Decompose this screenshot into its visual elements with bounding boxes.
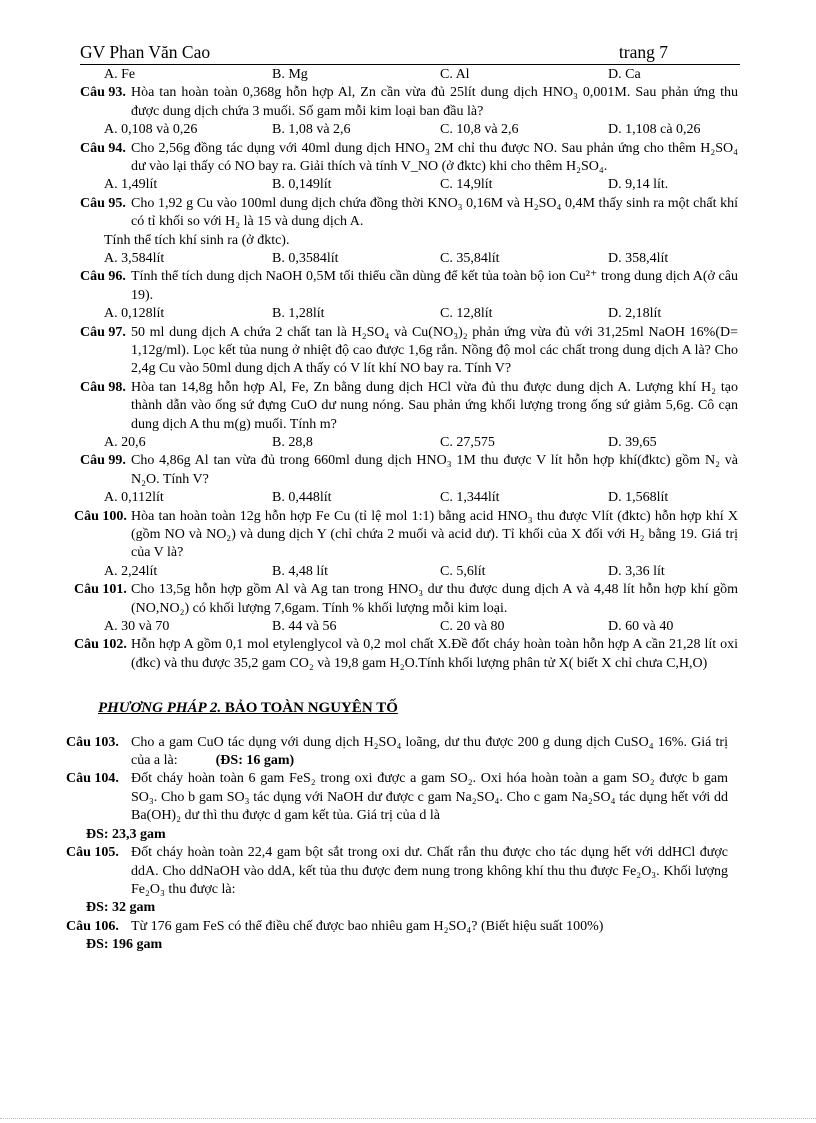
option-d: D. 1,108 cà 0,26 [608, 122, 701, 138]
answer-options [0, 434, 816, 452]
question-number: Câu 102. [74, 637, 127, 653]
page-number: trang 7 [618, 42, 668, 62]
author-name: GV Phan Văn Cao [80, 42, 211, 62]
question-text: Hòa tan hoàn toàn 12g hỗn hợp Fe Cu (tỉ lệ mol 1:1) bằng acid HNO₃ thu được Vlít (đktc) hỗn hợp khí X (gồm NO và NO₂) và dung dịch Y (chỉ chứa 2 muối và acid dư). Tỉ khối của X đối với H₂ bằng 19. Giá trị của V là? [131, 508, 738, 561]
question-text [131, 844, 728, 899]
answer-options [0, 305, 816, 323]
question-block [0, 268, 816, 305]
option-a: A. 2,24lít [104, 563, 158, 579]
question-text: Cho 2,56g đồng tác dụng với 40ml dung dịch HNO₃ 2M chỉ thu được NO. Sau phản ứng cho thêm H₂SO₄ dư vào lại thấy có NO bay ra. Giải thích và tính V_NO (ở đktc) khi cho thêm H₂SO₄. [131, 140, 738, 174]
option-c: C. Al [440, 67, 470, 82]
answer-inline: (ĐS: 16 gam) [215, 753, 295, 769]
question-number: Câu 98. [80, 379, 126, 395]
section-question-list [0, 734, 816, 955]
option-b: B. 0,3584lít [272, 251, 339, 267]
question-block [0, 636, 816, 673]
option-b: B. Mg [272, 67, 308, 82]
option-d: D. 3,36 lít [608, 563, 665, 579]
question-body: Đốt cháy hoàn toàn 22,4 gam bột sắt trong oxi dư. Chất rắn thu được cho tác dụng hết với ddHCl được ddA. Cho ddNaOH vào ddA, kết tủa thu được đem nung trong không khí thu thu được Fe₂O₃. Khối lượng Fe₂O₃ thu được là: [131, 845, 728, 897]
option-b: B. 4,48 lít [272, 563, 329, 579]
question-number: Câu 96. [80, 269, 126, 285]
answer-options [0, 176, 816, 194]
question-block [0, 140, 816, 177]
answer-line: ĐS: 32 gam [86, 900, 156, 916]
option-a: A. 3,584lít [104, 251, 165, 267]
option-c: C. 35,84lít [440, 251, 500, 267]
option-a: A. 0,108 và 0,26 [104, 122, 198, 138]
option-a: A. 30 và 70 [104, 619, 170, 635]
question-text: Hòa tan hoàn toàn 0,368g hỗn hợp Al, Zn cần vừa đủ 25lít dung dịch HNO₃ 0,001M. Sau phản ứng thu được dung dịch chứa 3 muối. Số gam mỗi kim loại ban đầu là? [131, 85, 738, 119]
question-block [0, 84, 816, 121]
answer-options [0, 489, 816, 507]
option-c: C. 20 và 80 [440, 619, 505, 635]
question-number: Câu 94. [80, 140, 126, 156]
question-list [0, 84, 816, 673]
option-c: C. 10,8 và 2,6 [440, 122, 519, 138]
question-text: Cho 1,92 g Cu vào 100ml dung dịch chứa đồng thời KNO₃ 0,16M và H₂SO₄ 0,4M thấy sinh ra một chất khí có tỉ khối so với H₂ là 15 và dung dịch A. [131, 195, 738, 230]
option-c: C. 12,8lít [440, 306, 493, 322]
question-body: Đốt cháy hoàn toàn 6 gam FeS₂ trong oxi được a gam SO₂. Oxi hóa hoàn toàn a gam SO₂ được b gam SO₃. Cho b gam SO₃ tác dụng với NaOH dư được c gam Na₂SO₄. Cho c gam Na₂SO₄ tác dụng hết với dd Ba(OH)₂ dư thì thu được d gam kết tủa. Giá trị của d là [131, 771, 728, 824]
option-a: A. 0,112lít [104, 490, 164, 506]
option-d: D. 39,65 [608, 435, 657, 451]
option-a: A. 1,49lít [104, 177, 158, 193]
page-content [0, 66, 816, 955]
question-block [0, 581, 816, 618]
question-block [0, 379, 816, 434]
question-block [0, 508, 816, 563]
question-number: Câu 101. [74, 582, 127, 598]
option-d: D. 1,568lít [608, 490, 669, 506]
question-number: Câu 105. [66, 845, 119, 861]
option-b: B. 1,08 và 2,6 [272, 122, 351, 138]
answer-options [0, 121, 816, 139]
question-block [0, 734, 816, 771]
question-text [131, 734, 728, 771]
question-text: 50 ml dung dịch A chứa 2 chất tan là H₂SO₄ và Cu(NO₃)₂ phản ứng vừa đủ với 31,25ml NaOH 16%(D= 1,12g/ml). Lọc kết tủa nung ở nhiệt độ cao được 1,6g rắn. Nồng độ mol các chất trong dung dịch A là? Cho 2,4g Cu vào 50ml dung dịch A thấy có V lít khí NO bay ra. Tính V? [131, 324, 738, 377]
question-text: Hỗn hợp A gồm 0,1 mol etylenglycol và 0,2 mol chất X.Đề đốt cháy hoàn toàn hỗn hợp A cần 21,28 lít oxi (đkc) và thu được 35,2 gam CO₂ và 19,8 gam H₂O.Tính khối lượng phân tử X( biết X chỉ chưa C,H,O) [131, 637, 738, 671]
answer-line: ĐS: 196 gam [86, 937, 163, 953]
question-body: Cho a gam CuO tác dụng với dung dịch H₂SO₄ loãng, dư thu được 200 g dung dịch CuSO₄ 16%. Giá trị của a là: [131, 734, 728, 769]
option-d: D. 358,4lít [608, 251, 669, 267]
section-heading [0, 699, 816, 717]
question-text [131, 918, 728, 936]
question-number: Câu 95. [80, 195, 126, 211]
answer-line: ĐS: 23,3 gam [86, 826, 166, 842]
question-text: Hòa tan 14,8g hỗn hợp Al, Fe, Zn bằng dung dịch HCl vừa đủ thu được dung dịch A. Lượng khí H₂ tạo thành dẫn vào ống sứ đựng CuO dư nung nóng. Sau phản ứng khối lượng trong ống sứ giảm 5,6g. Cô cạn dung dịch A thu m(g) muối. Tính m? [131, 379, 738, 432]
question-number: Câu 106. [66, 918, 119, 934]
question-number: Câu 97. [80, 324, 126, 340]
answer-options [0, 618, 816, 636]
question-block [0, 324, 816, 379]
question-number: Câu 100. [74, 508, 127, 524]
question-text: Tính thể tích dung dịch NaOH 0,5M tối thiểu cần dùng để kết tủa toàn bộ ion Cu²⁺ trong dung dịch A(ở câu 19). [131, 269, 738, 303]
bottom-rule [0, 1118, 816, 1119]
section-title-rest: BẢO TOÀN NGUYÊN TỐ [221, 700, 398, 717]
question-block [0, 770, 816, 825]
answer-options [0, 563, 816, 581]
question-text: Cho 13,5g hỗn hợp gồm Al và Ag tan trong HNO₃ dư thu được dung dịch A và 4,48 lít hỗn hợp khí gồm (NO,NO₂) có khối lượng 7,6gam. Tính % khối lượng mỗi kim loại. [131, 582, 738, 616]
question-note: Tính thể tích khí sinh ra (ở đktc). [104, 232, 290, 248]
option-d: D. 60 và 40 [608, 619, 674, 635]
section-title-italic: PHƯƠNG PHÁP 2. [98, 700, 222, 717]
question-number: Câu 103. [66, 734, 119, 750]
option-c: C. 14,9lít [440, 177, 493, 193]
option-d: D. 2,18lít [608, 306, 662, 322]
option-c: C. 5,6lít [440, 563, 486, 579]
question-block [0, 918, 816, 936]
question-block [0, 452, 816, 489]
question-block [0, 195, 816, 232]
question-body: Từ 176 gam FeS có thể điều chế được bao nhiêu gam H₂SO₄? (Biết hiệu suất 100%) [131, 918, 604, 934]
question-number: Câu 104. [66, 771, 119, 787]
option-d: D. Ca [608, 67, 641, 82]
question-block [0, 844, 816, 899]
option-a: A. Fe [104, 67, 136, 82]
option-b: B. 44 và 56 [272, 619, 337, 635]
option-c: C. 27,575 [440, 435, 495, 451]
option-b: B. 28,8 [272, 435, 313, 451]
option-b: B. 0,448lít [272, 490, 332, 506]
option-a: A. 20,6 [104, 435, 146, 451]
option-c: C. 1,344lít [440, 490, 500, 506]
top-options [0, 66, 816, 84]
option-b: B. 1,28lít [272, 306, 325, 322]
question-number: Câu 93. [80, 85, 126, 101]
question-text: Cho 4,86g Al tan vừa đủ trong 660ml dung dịch HNO₃ 1M thu được V lít hỗn hợp khí(đktc) gồm N₂ và N₂O. Tính V? [131, 453, 738, 487]
option-a: A. 0,128lít [104, 306, 165, 322]
question-number: Câu 99. [80, 453, 126, 469]
option-b: B. 0,149lít [272, 177, 332, 193]
question-text [131, 770, 728, 825]
page-header [80, 42, 740, 65]
option-d: D. 9,14 lít. [608, 177, 669, 193]
answer-options [0, 250, 816, 268]
